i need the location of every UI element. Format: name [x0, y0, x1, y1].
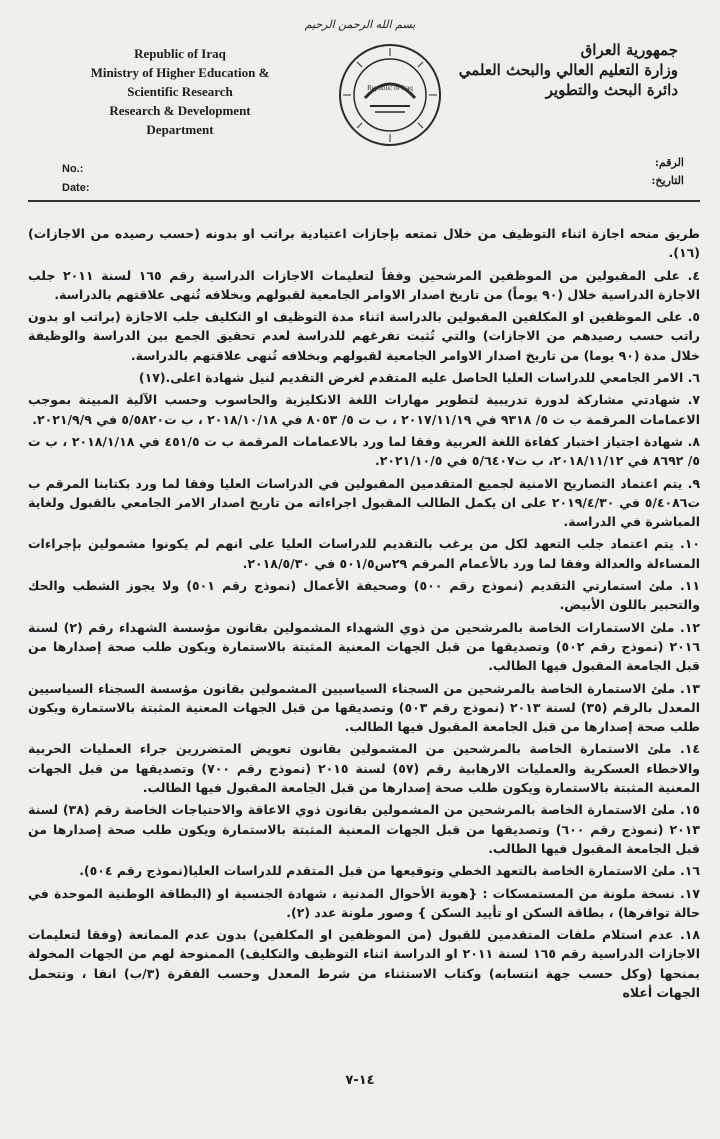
arabic-letterhead	[448, 40, 678, 100]
body-paragraph: ٧. شهادتي مشاركة لدورة تدريبية لتطوير مهارات اللغة الانكليزية والحاسوب وحسب الآلية المبينة بموجب الاعمامات المرقمة ب ت ٥/ ٩٣١٨ في ٢٠١٧/١١/١٩ ، ب ت ٥/ ٨٠٥٣ في ٢٠١٨/١٠/١٨ ، ب ت٥/٥٨٢٠ في ٢٠٢١/٩/٩.	[28, 392, 700, 427]
basmala: بسم الله الرحمن الرحيم	[304, 18, 416, 31]
english-letterhead	[50, 44, 310, 139]
body-paragraph: ٨. شهادة اجتياز اختبار كفاءة اللغة العربية وفقا لما ورد بالاعمامات المرقمة ب ت ٤٥١/٥ في ٢٠١٨/١/١٨ ، ب ت ٥/ ٨٦٩٢ في ٢٠١٨/١١/١٢، ب ت٥/٦٤٠٧ في ٢٠٢١/١٠/٥.	[28, 433, 700, 469]
letterhead-line: Department	[146, 122, 214, 137]
page-number: ١٤-٧	[345, 1073, 375, 1088]
letterhead-line: Research & Development	[109, 103, 251, 118]
letterhead-line: دائرة البحث والتطوير	[545, 81, 678, 99]
body-paragraph: ١٦. ملئ الاستمارة الخاصة بالتعهد الخطي وتوقيعها من قبل المتقدم للدراسات العليا(نموذج رقم ٥٠٤).	[79, 863, 700, 879]
body-paragraph: ١٤. ملئ الاستمارة الخاصة بالمرشحين من المشمولين بقانون تعويض المتضررين جراء العمليات الحربية والاخطاء العسكرية والعمليات الارهابية رقم (٥٧) لسنة ٢٠١٥ (نموذج رقم ٧٠٠) وتصديقها من قبل الجهات المعنية المثبتة بالاستمارة ويكون طلب صحة إصدارها من قبل الجامعة المقبول فيها الطالب.	[28, 741, 701, 796]
number-label: No.:	[62, 163, 84, 175]
header-divider	[28, 200, 700, 202]
date-label-ar: التاريخ:	[651, 174, 684, 187]
body-paragraph: طريق منحه اجازة اثناء التوظيف من خلال تمتعه بإجازات اعتيادية براتب او بدونه (حسب رصيده من الاجازات) (١٦).	[28, 226, 700, 261]
letterhead-line: Republic of Iraq	[134, 46, 226, 61]
document-body	[28, 224, 700, 1005]
body-paragraph: ١٥. ملئ الاستمارة الخاصة بالمرشحين من المشمولين بقانون ذوي الاعاقة والاحتياجات الخاصة رقم (٣٨) لسنة ٢٠١٣ (نموذج رقم ٦٠٠) وتصديقها من قبل الجهات المعنية المثبتة بالاستمارة ويكون طلب صحة إصدارها من قبل الجامعة المقبول فيها الطالب.	[28, 802, 700, 856]
body-paragraph: ٥. على الموظفين او المكلفين المقبولين بالدراسة اثناء مدة التوظيف او التكليف جلب الاجازة (براتب او بدون راتب حسب رصيدهم من الاجازات) والتي تُثبت تفرغهم للدراسة لعدم تحقيق الجمع بين الدراسة والوظيفة خلال مدة (٩٠ يوما) من تاريخ اصدار الاوامر الجامعية لقبولهم وبخلافه تُنهى علاقتهم بالدراسة.	[28, 309, 700, 363]
body-paragraph: ٤. على المقبولين من الموظفين المرشحين وفقاً لتعليمات الاجازات الدراسية رقم ١٦٥ لسنة ٢٠١١ جلب الاجازة الدراسية خلال (٩٠ يوماً) من تاريخ اصدار الاوامر الجامعية لقبولهم وبخلافه تُنهى علاقتهم بالدراسة.	[28, 267, 700, 302]
letterhead-line: جمهورية العراق	[580, 41, 678, 59]
body-paragraph: ١٢. ملئ الاستمارات الخاصة بالمرشحين من ذوي الشهداء المشمولين بقانون مؤسسة الشهداء رقم (٢) لسنة ٢٠١٦ (نموذج رقم ٥٠٢) وتصديقها من قبل الجهات المعنية المثبتة بالاستمارة ويكون طلب صحة إصدارها من قبل الجامعة المقبول فيها الطالب.	[28, 619, 700, 674]
body-paragraph: ٦. الامر الجامعي للدراسات العليا الحاصل عليه المتقدم لغرض التقديم لنيل شهادة اعلى.(١٧)	[138, 370, 700, 386]
body-paragraph: ١٧. نسخة ملونة من المستمسكات : {هوية الأحوال المدنية ، شهادة الجنسية او (البطاقة الوطنية الموحدة في حالة توافرها) ، بطاقة السكن او تأييد السكن } وصور ملونة عدد (٢).	[28, 885, 700, 920]
letterhead-line: Ministry of Higher Education &	[90, 65, 270, 80]
body-paragraph: ٩. يتم اعتماد التصاريح الامنية لجميع المتقدمين المقبولين في الدراسات العليا وفقا لما ورد بكتابنا المرقم ب ت٥/٤٠٨٦ في ٢٠١٩/٤/٣٠ على ان يكمل الطالب المقبول اجراءاته من تاريخ اصدار الامر الجامعي بالقبول ولغاية المباشرة في الدراسة.	[28, 475, 700, 530]
body-paragraph: ١٣. ملئ الاستمارة الخاصة بالمرشحين من السجناء السياسيين المشمولين بقانون مؤسسة السجناء السياسيين المعدل بالرقم (٣٥) لسنة ٢٠١٣ (نموذج رقم ٥٠٣) وتصديقها من قبل الجهات المعنية المثبتة بالاستمارة ويكون طلب صحة إصدارها من قبل الجامعة المقبول فيها الطالب.	[28, 680, 701, 735]
body-paragraph: ١٠. يتم اعتماد جلب التعهد لكل من يرغب بالتقديم للدراسات العليا على انهم لم يكونوا مشمولين بإجراءات المساءلة والعدالة وفقا لما ورد بالأعمام المرقم ٢٩س٥٠١/٥ في ٢٠١٨/٥/٣٠.	[28, 536, 700, 571]
letterhead-line: وزارة التعليم العالي والبحث العلمي	[458, 61, 678, 79]
letterhead-line: Scientific Research	[127, 84, 233, 99]
ministry-seal-icon	[335, 40, 445, 150]
date-label: Date:	[62, 182, 90, 194]
body-paragraph: ١٨. عدم استلام ملفات المتقدمين للقبول (من الموظفين او المكلفين) بدون عدم الممانعة (وفقا لتعليمات الاجازات الدراسية رقم ١٦٥ لسنة ٢٠١١ او الدراسة اثناء التوظيف والتكليف) الممنوحة لهم من الجهات المخولة بمنحها (وكل حسب جهة انتسابه) وكتاب الاستثناء من شرط المعدل وحسب الفقرة (٣/ب) انفا ، وتتحمل الجهات أعلاه	[28, 927, 700, 1000]
body-paragraph: ١١. ملئ استمارتي التقديم (نموذج رقم ٥٠٠) وصحيفة الأعمال (نموذج رقم ٥٠١) ولا يجوز الشطب والحك والتحبير باللون الأبيض.	[28, 578, 701, 613]
seal-text: Republic of Iraq	[367, 84, 413, 92]
number-label-ar: الرقم:	[654, 156, 684, 169]
